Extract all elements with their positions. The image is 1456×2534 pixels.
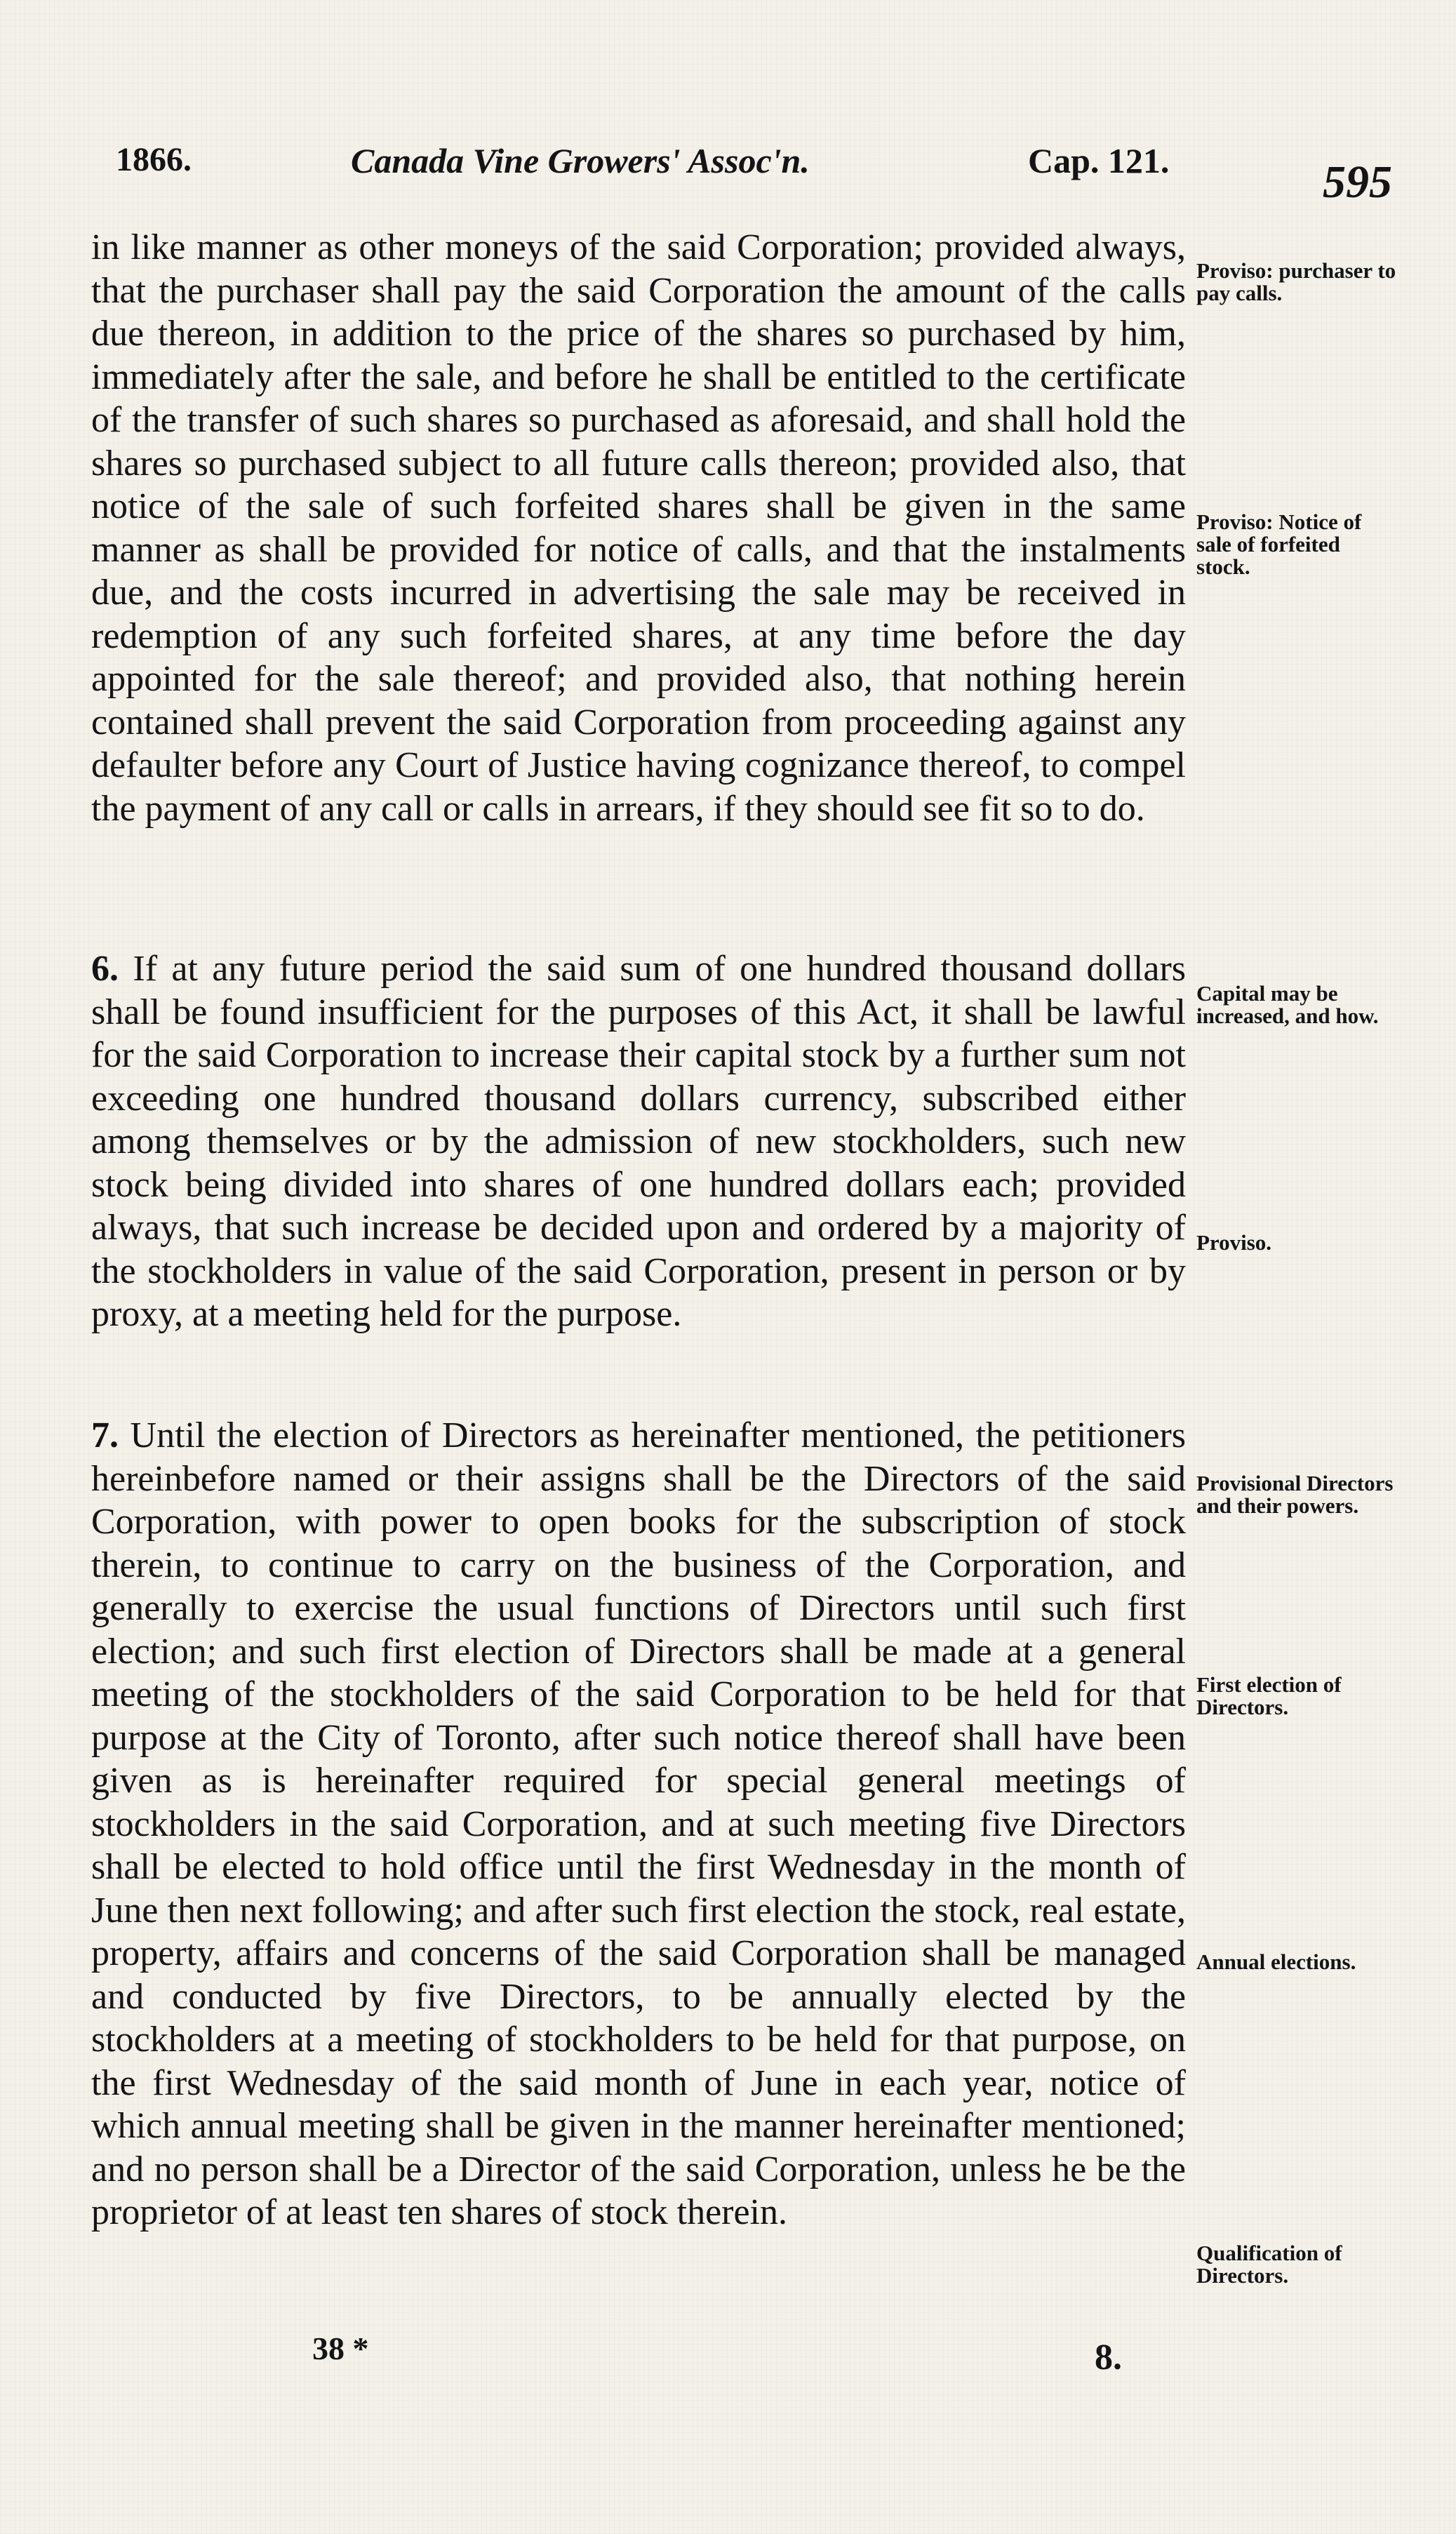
section-7 — [91, 1414, 1186, 2234]
paragraph-text: in like manner as other moneys of the said Corporation; provided always, that the purchaser shall pay the said Corporation the amount of the calls due thereon, in addition to the price of the shares so purchased by him, immediately after the sale, and before he shall be entitled to the certificate of the transfer of such shares so purchased as aforesaid, and shall hold the shares so purchased subject to all future calls thereon; provided also, that notice of the sale of such forfeited shares shall be given in the same manner as shall be provided for notice of calls, and that the instalments due, and the costs incurred in advertising the sale may be received in redemption of any such forfeited shares, at any time before the day appointed for the sale thereof; and provided also, that nothing herein contained shall prevent the said Corporation from proceeding against any defaulter before any Court of Justice having cognizance thereof, to compel the payment of any call or calls in arrears, if they should see fit so to do. — [91, 227, 1186, 829]
margin-note-qualification: Qualification of Directors. — [1196, 2241, 1342, 2288]
section-6 — [91, 947, 1186, 1336]
section-number: 7. — [91, 1415, 119, 1455]
margin-note-annual-elections: Annual elections. — [1196, 1949, 1356, 1974]
header-title: Canada Vine Growers' Assoc'n. — [351, 141, 810, 180]
margin-note-capital: Capital may be increased, and how. — [1196, 981, 1379, 1028]
margin-note-proviso: Proviso. — [1196, 1230, 1272, 1255]
margin-note-proviso-notice: Proviso: Notice of sale of forfeited stock. — [1196, 509, 1362, 579]
header-chapter: Cap. 121. — [1028, 141, 1170, 180]
paragraph-text: Until the election of Directors as hereinafter mentioned, the petitioners hereinbefore named or their assigns shall be the Directors of the said Corporation, with power to open books for the subscription of stock therein, to continue to carry on the business of the Corporation, and generally to exercise the usual functions of Directors until such first election; and such first election of Directors shall be made at a general meeting of the stockholders of the said Corporation to be held for that purpose at the City of Toronto, after such notice thereof shall have been given as is hereinafter required for special general meetings of stockholders in the said Corporation, and at such meeting five Directors shall be elected to hold office until the first Wednesday in the month of June then next following; and after such first election the stock, real estate, property, affairs and concerns of the said Corporation shall be managed and conducted by five Directors, to be annually elected by the stockholders at a meeting of stockholders to be held for that purpose, on the first Wednesday of the said month of June in each year, notice of which annual meeting shall be given in the manner hereinafter mentioned; and no person shall be a Director of the said Corporation, unless he be the proprietor of at least ten shares of stock therein. — [91, 1415, 1187, 2232]
margin-note-first-election: First election of Directors. — [1196, 1672, 1342, 1719]
running-header — [116, 140, 1400, 208]
margin-note-proviso-purchaser: Proviso: purchaser to pay calls. — [1196, 258, 1396, 305]
signature-mark: 38 * — [312, 2330, 369, 2366]
catchword: 8. — [1095, 2338, 1122, 2378]
paragraph-continued — [91, 226, 1186, 830]
section-number: 6. — [91, 949, 119, 989]
paragraph-text: If at any future period the said sum of one hundred thousand dollars shall be found insufficient for the purposes of this Act, it shall be lawful for the said Corporation to increase their capital stock by a further sum not exceeding one hundred thousand dollars currency, subscribed either among themselves or by the admission of new stockholders, such new stock being divided into shares of one hundred dollars each; provided always, that such increase be decided upon and ordered by a majority of the stockholders in value of the said Corporation, present in person or by proxy, at a meeting held for the purpose. — [91, 949, 1187, 1334]
page-number: 595 — [1323, 156, 1392, 208]
header-year: 1866. — [116, 141, 192, 178]
margin-note-provisional-directors: Provisional Directors and their powers. — [1196, 1471, 1394, 1518]
